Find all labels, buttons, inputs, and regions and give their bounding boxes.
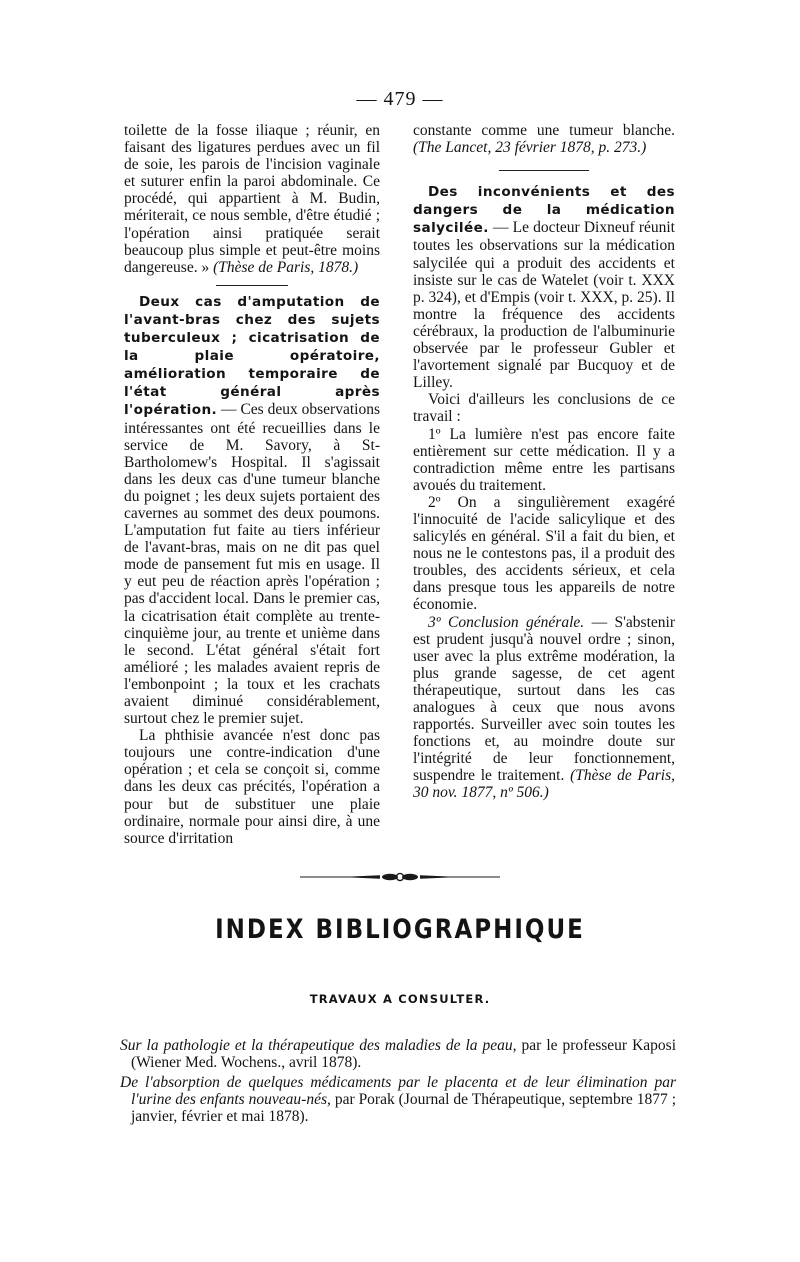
conclusion-body: — S'abstenir est prudent jusqu'à nouvel ordre ; sinon, user avec la plus extrême modération, la plus grande sagesse, de cet agent thérapeutique, surtout dans les cas analogues à ceux que nous avons rapportés. Surveiller avec soin toutes les fonctions et, au moindre doute sur l'intégrité de leur fonctionnement, suspendre le traitement. <box>413 613 675 785</box>
paragraph-text: toilette de la fosse iliaque ; réunir, en faisant des ligatures perdues avec un fil de soie, les parois de l'incision vaginale et suturer enfin la paroi abdominale. Ce procédé, qui appartient à M. Budin, mériterait, ce nous semble, d'être étudié ; l'opération ainsi pratiquée serait beaucoup plus simple et peut-être moins dangereuse. » <box>124 122 380 276</box>
source-citation: (Thèse de Paris, 30 nov. 1877, nº 506.) <box>413 767 676 802</box>
index-subtitle: TRAVAUX A CONSULTER. <box>309 992 491 1006</box>
paragraph: La phthisie avancée n'est donc pas toujours une contre-indication d'une opération ; et cela se conçoit si, comme dans les deux cas précités, l'opération a pour but de substituer une plaie ordinaire, normale pour ainsi dire, à une source d'irritation <box>124 727 380 847</box>
entry-details: par Porak (Journal de Thérapeutique, septembre 1877 ; janvier, février et mai 1878). <box>131 1090 676 1126</box>
article-body: — Le docteur Dixneuf réunit toutes les observations sur la médication salycilée qui a produit des accidents et insiste sur le cas de Watelet (voir t. XXX p. 324), et d'Empis (voir t. XXX, p. 25). Il montre la fréquence des accidents cérébraux, la production de l'albuminurie observée par le professeur Gubler et l'avortement signalé par Bucquoy et de Lilley. <box>413 219 675 392</box>
ornament-divider <box>300 870 500 884</box>
article-heading: Deux cas d'amputation de l'avant-bras chez des sujets tuberculeux ; cicatrisation de la plaie opératoire, amélioration temporaire de l'état général après l'opération. <box>124 293 380 419</box>
article-heading: Des inconvénients et des dangers de la médication salycilée. <box>413 184 675 237</box>
left-column <box>124 122 380 847</box>
page-number: — 479 — <box>356 88 444 110</box>
section-divider <box>499 170 589 171</box>
conclusion-2: 2º On a singulièrement exagéré l'innocuité de l'acide salicylique et des salicylés en général. S'il a fait du bien, et nous ne le contestons pas, il a produit des troubles, des accidents sérieux, et cela dans presque tous les appareils de notre économie. <box>413 493 675 614</box>
conclusion-label: 3º Conclusion générale. <box>428 613 585 631</box>
paragraph <box>413 122 675 156</box>
section-divider <box>216 285 288 286</box>
bibliography-list <box>120 1037 676 1127</box>
paragraph-text: constante comme une tumeur blanche. <box>413 122 675 139</box>
article <box>413 183 675 391</box>
bibliography-entry <box>120 1074 676 1126</box>
entry-title: De l'absorption de quelques médicaments par le placenta et de leur élimination par l'urine des enfants nouveau-nés, <box>120 1073 676 1108</box>
conclusion-1: 1º La lumière n'est pas encore faite entièrement sur cette médication. Il y a contradiction même entre les partisans avoués du traitement. <box>413 425 675 494</box>
entry-details: par le professeur Kaposi (Wiener Med. Wochens., avril 1878). <box>131 1037 676 1072</box>
bibliography-entry <box>120 1037 676 1072</box>
source-citation: (Thèse de Paris, 1878.) <box>213 258 359 276</box>
paragraph: Voici d'ailleurs les conclusions de ce travail : <box>413 391 675 426</box>
article-body: — Ces deux observations intéressantes ont été recueillies dans le service de M. Savory, à St-Bartholomew's Hospital. Il s'agissait dans les deux cas d'une tumeur blanche du poignet ; les deux sujets portaient des cavernes au sommet des deux poumons. L'amputation fut faite au tiers inférieur de l'avant-bras, mais on ne dit pas quel mode de pansement fut mis en usage. Il y eut peu de réaction après l'opération ; pas d'accident local. Dans le premier cas, la cicatrisation était complète au trente-cinquième jour, au trente et unième dans le second. L'état général s'était fort amélioré ; les malades avaient repris de l'embonpoint ; la toux et les crachats avaient diminué considérablement, surtout chez le premier sujet. <box>124 401 380 728</box>
conclusion-3 <box>413 614 675 802</box>
right-column <box>413 122 675 802</box>
source-citation: (The Lancet, 23 février 1878, p. 273.) <box>413 139 647 157</box>
index-title: INDEX BIBLIOGRAPHIQUE <box>215 915 585 945</box>
article <box>124 293 380 727</box>
paragraph <box>124 122 380 276</box>
entry-title: Sur la pathologie et la thérapeutique des maladies de la peau, <box>120 1037 517 1054</box>
